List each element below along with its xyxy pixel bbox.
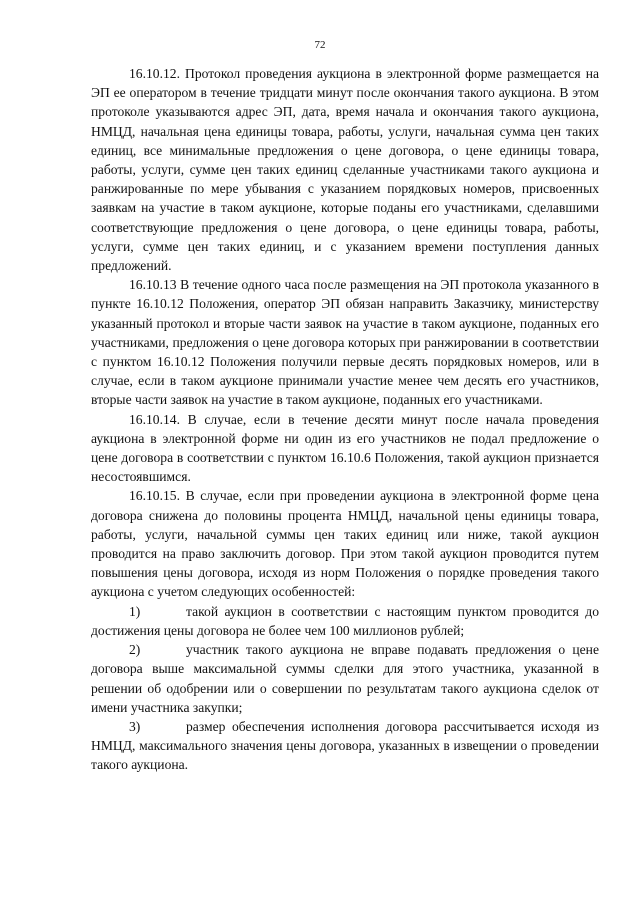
document-body	[91, 64, 599, 775]
list-item	[91, 717, 599, 775]
paragraph-16-10-12: 16.10.12. Протокол проведения аукциона в электронной форме размещается на ЭП ее оператором в течение тридцати минут после окончания такого аукциона. В этом протоколе указываются адрес ЭП, дата, время начала и окончания такого аукциона, НМЦД, начальная цена единицы товара, работы, услуги, начальная сумма цен таких единиц, все минимальные предложения о цене договора, о цене единицы товара, работы, услуги, сумме цен таких единиц сделанные участниками такого аукциона и ранжированные по мере убывания с указанием порядковых номеров, присвоенных заявкам на участие в таком аукционе, которые поданы его участниками, сделавшими соответствующие предложения о цене договора, о цене единицы товара, работы, услуги, сумме цен таких единиц, и с указанием времени поступления данных предложений.	[91, 66, 599, 274]
list-item-text: участник такого аукциона не вправе подавать предложения о цене договора выше максимальной суммы сделки для этого участника, указанной в решении об одобрении или о совершении по результатам такого аукциона сделок от имени участника закупки;	[91, 642, 599, 715]
paragraph-16-10-14: 16.10.14. В случае, если в течение десяти минут после начала проведения аукциона в электронной форме ни один из его участников не подал предложение о цене договора в соответствии с пунктом 16.10.6 Положения, такой аукцион признается несостоявшимся.	[91, 411, 599, 485]
list-item	[91, 602, 599, 640]
list-item-text: размер обеспечения исполнения договора рассчитывается исходя из НМЦД, максимального значения цены договора, указанных в извещении о проведении такого аукциона.	[91, 718, 599, 773]
page-number: 72	[314, 39, 326, 51]
list-item-text: такой аукцион в соответствии с настоящим пунктом проводится до достижения цены договора не более чем 100 миллионов рублей;	[91, 603, 599, 638]
list-item-number: 2)	[129, 642, 141, 658]
list-item-number: 3)	[129, 718, 141, 734]
paragraph-16-10-13: 16.10.13 В течение одного часа после размещения на ЭП протокола указанного в пункте 16.10.12 Положения, оператор ЭП обязан направить Заказчику, министерству указанный протокол и вторые части заявок на участие в таком аукционе, поданных его участниками, предложения о цене договора которых при ранжировании в соответствии с пунктом 16.10.12 Положения получили первые десять порядковых номеров, или в случае, если в таком аукционе принимали участие менее чем десять его участников, вторые части заявок на участие в таком аукционе, поданных его участниками.	[91, 277, 599, 408]
list-item-number: 1)	[129, 603, 141, 619]
paragraph-16-10-15: 16.10.15. В случае, если при проведении аукциона в электронной форме цена договора снижена до половины процента НМЦД, начальной цены единицы товара, работы, услуги, начальной суммы цен таких единиц или ниже, такой аукцион проводится на право заключить договор. При этом такой аукцион проводится путем повышения цены договора, исходя из норм Положения о порядке проведения такого аукциона с учетом следующих особенностей:	[91, 488, 599, 600]
list-item	[91, 640, 599, 717]
